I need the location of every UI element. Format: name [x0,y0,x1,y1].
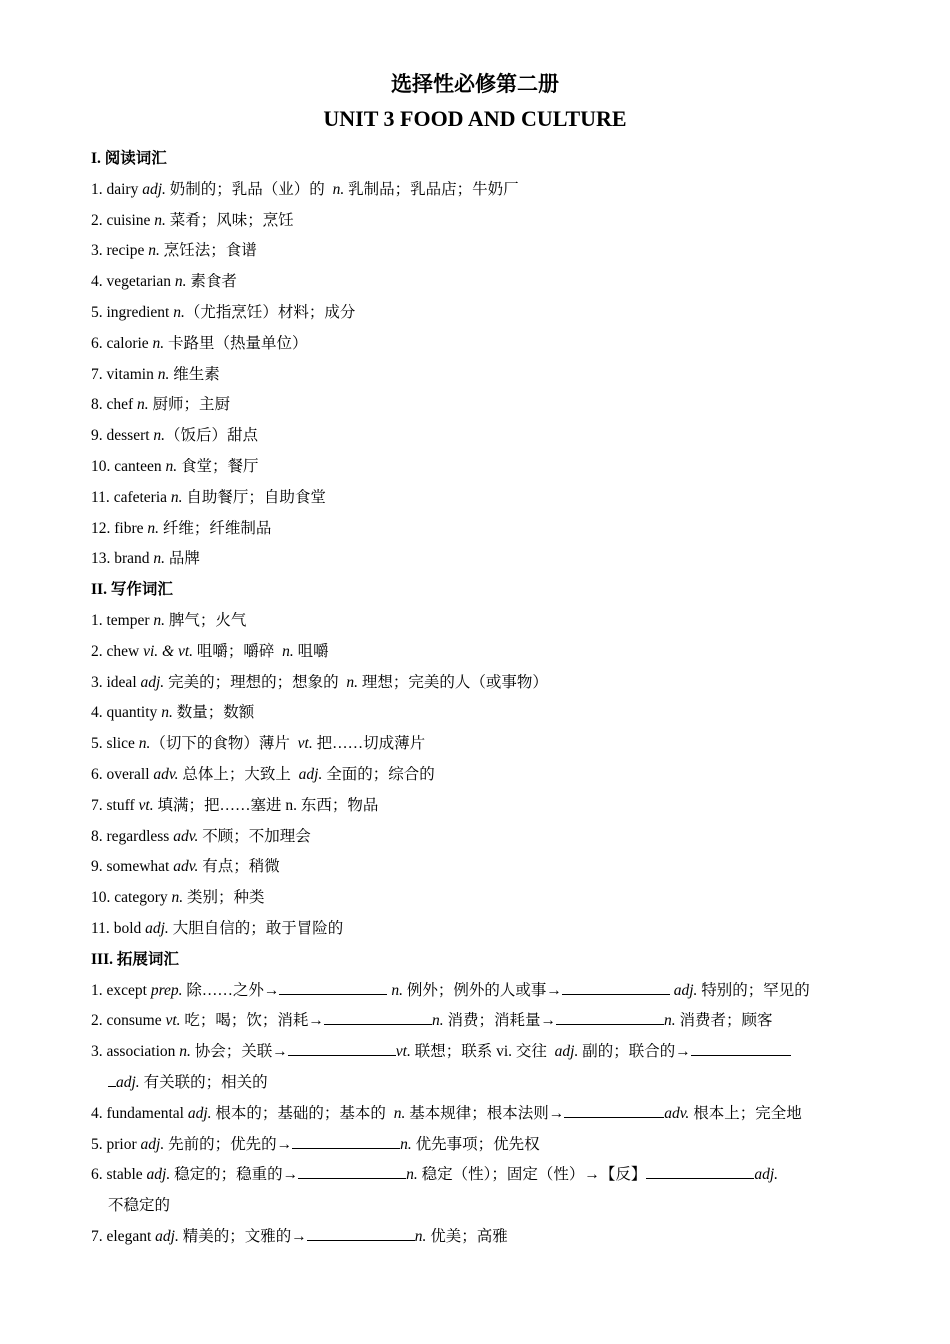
answer-blank[interactable] [307,1226,415,1241]
vocab-item: 1. except prep. 除……之外→ n. 例外；例外的人或事→ adj. 特别的；罕见的 [91,981,810,999]
vocab-item: 8. regardless adv. 不顾；不加理会 [91,827,311,845]
vocab-item: 11. bold adj. 大胆自信的；敢于冒险的 [91,919,344,937]
vocab-item: 2. consume vt. 吃；喝；饮；消耗→ n. 消费；消耗量→ n. 消费者；顾客 [91,1012,773,1030]
answer-blank[interactable] [691,1041,791,1056]
vocab-item: 1. dairy adj. 奶制的；乳品（业）的 n. 乳制品；乳品店；牛奶厂 [91,180,519,198]
vocab-item: 8. chef n. 厨师；主厨 [91,396,231,414]
vocab-item: 10. canteen n. 食堂；餐厅 [91,457,259,475]
vocab-item: 5. ingredient n.（尤指烹饪）材料；成分 [91,303,356,321]
vocab-item-continuation: 不稳定的 [108,1197,171,1215]
vocab-item-continuation: adj. 有关联的；相关的 [91,1068,863,1099]
vocab-item: 6. overall adv. 总体上；大致上 adj. 全面的；综合的 [91,765,435,783]
vocab-item: 12. fibre n. 纤维；纤维制品 [91,519,272,537]
vocab-item: 7. stuff vt. 填满；把……塞进 n. 东西；物品 [91,796,379,814]
vocab-item: 4. vegetarian n. 素食者 [91,273,237,291]
vocab-item: 10. category n. 类别；种类 [91,889,265,907]
vocab-item: 3. recipe n. 烹饪法；食谱 [91,242,257,260]
vocab-item: 3. association n. 协会；关联→ vt. 联想；联系 vi. 交往 adj. 副的；联合的→ [91,1037,863,1068]
vocab-item: 4. quantity n. 数量；数额 [91,704,255,722]
answer-blank[interactable] [324,1010,432,1025]
answer-blank[interactable] [298,1164,406,1179]
vocab-item: 9. dessert n.（饭后）甜点 [91,427,259,445]
vocab-item: 1. temper n. 脾气；火气 [91,611,247,629]
vocab-item: 5. prior adj. 先前的；优先的→ n. 优先事项；优先权 [91,1135,540,1153]
answer-blank[interactable] [279,980,387,995]
vocab-item: 4. fundamental adj. 根本的；基础的；基本的 n. 基本规律；根本法则→ adv. 根本上；完全地 [91,1104,802,1122]
answer-blank[interactable] [646,1164,754,1179]
vocab-item: 5. slice n.（切下的食物）薄片 vt. 把……切成薄片 [91,735,426,753]
vocabulary-content [91,144,863,1253]
section-heading-writing: II. 写作词汇 [91,581,173,599]
unit-title: UNIT 3 FOOD AND CULTURE [323,106,627,131]
vocab-item: 9. somewhat adv. 有点；稍微 [91,858,280,876]
vocab-item: 7. elegant adj. 精美的；文雅的→ n. 优美；高雅 [91,1227,508,1245]
answer-blank[interactable] [564,1103,664,1118]
answer-blank[interactable] [556,1010,664,1025]
vocab-item: 13. brand n. 品牌 [91,550,200,568]
vocab-item: 2. chew vi. & vt. 咀嚼；嚼碎 n. 咀嚼 [91,642,329,660]
answer-blank[interactable] [288,1041,396,1056]
section-heading-reading: I. 阅读词汇 [91,150,167,167]
vocab-item: 3. ideal adj. 完美的；理想的；想象的 n. 理想；完美的人（或事物） [91,673,548,691]
vocab-item: 6. stable adj. 稳定的；稳重的→ n. 稳定（性）；固定（性）→【反】 adj. [91,1166,779,1184]
vocab-item: 11. cafeteria n. 自助餐厅；自助食堂 [91,488,326,506]
vocab-item: 6. calorie n. 卡路里（热量单位） [91,334,308,352]
document-title: 选择性必修第二册 [391,72,559,96]
answer-blank[interactable] [292,1134,400,1149]
vocab-item: 2. cuisine n. 菜肴；风味；烹饪 [91,211,294,229]
answer-blank[interactable] [562,980,670,995]
answer-blank[interactable] [108,1072,116,1087]
section-heading-extension: III. 拓展词汇 [91,950,179,968]
vocab-item: 7. vitamin n. 维生素 [91,365,220,383]
